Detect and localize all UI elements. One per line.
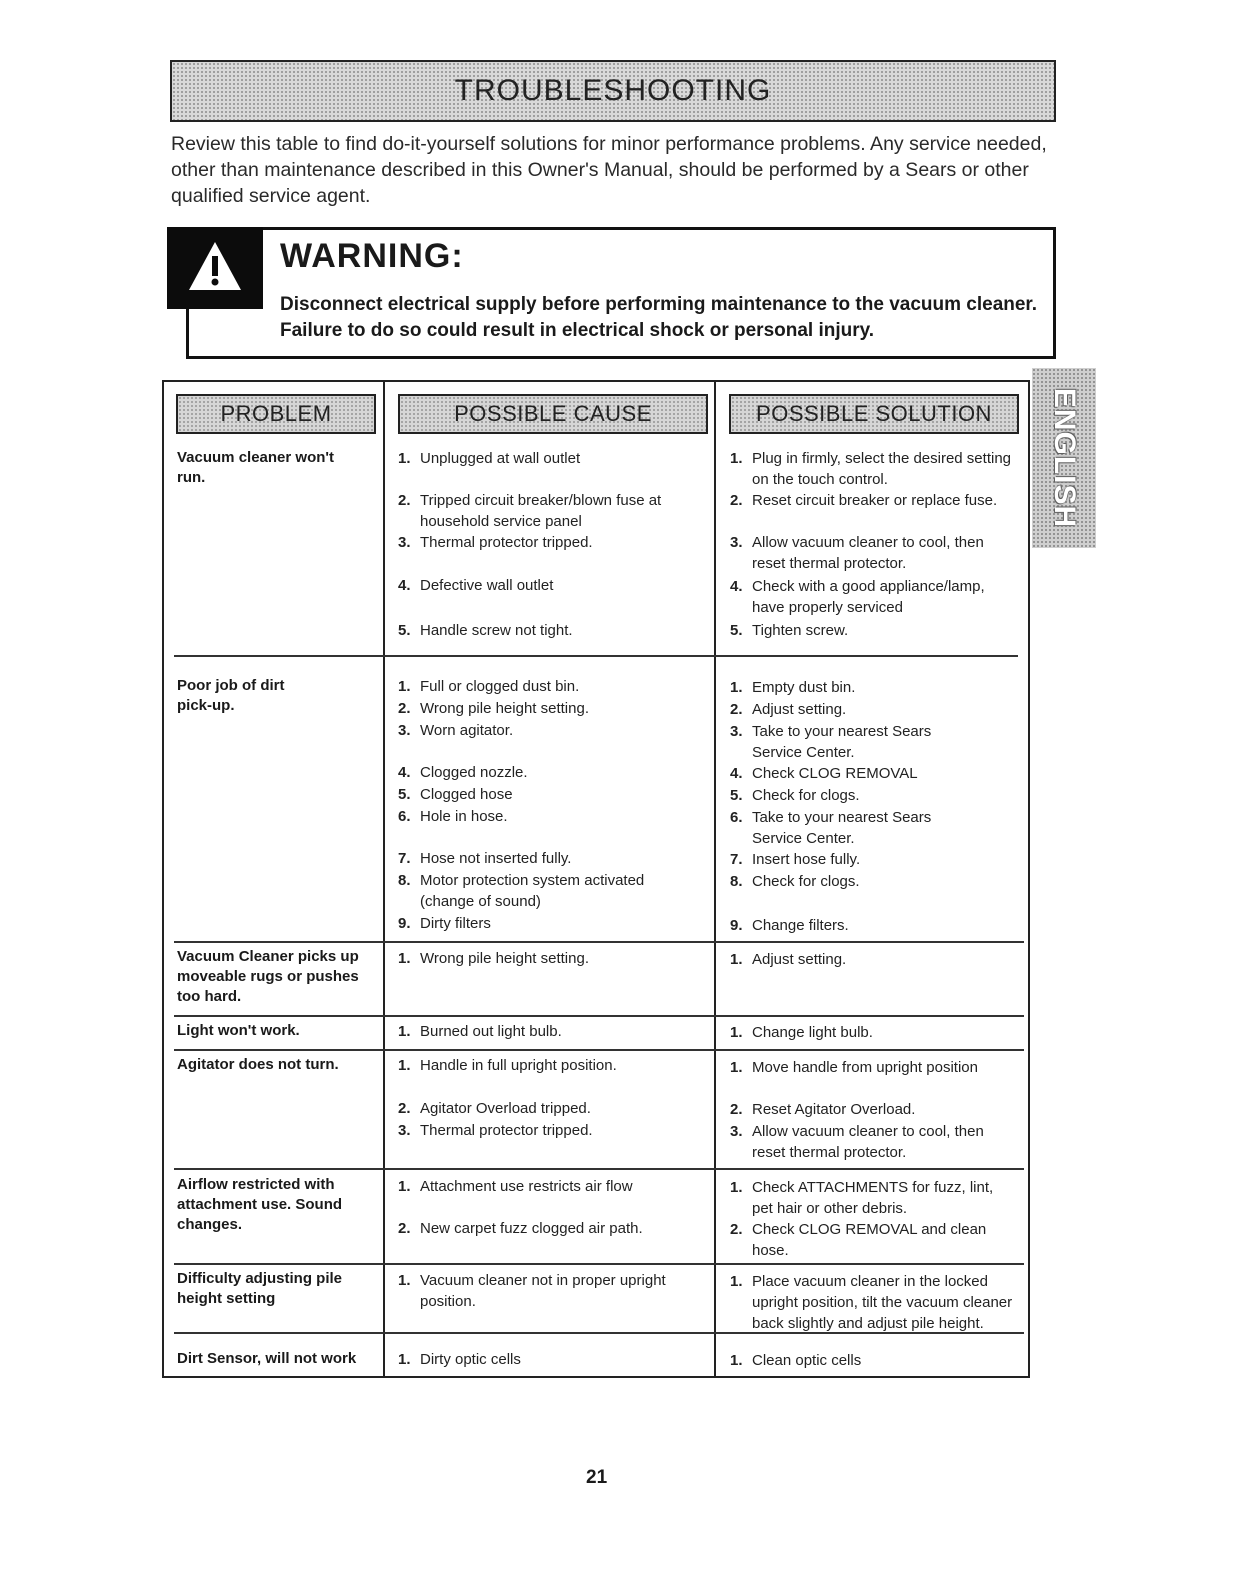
solution-item: 3. Take to your nearest Sears Service Center.: [730, 723, 932, 761]
solution-item: 2. Reset circuit breaker or replace fuse.: [730, 492, 998, 509]
problem-cell: Dirt Sensor, will not work: [177, 1350, 357, 1367]
warning-text: Disconnect electrical supply before performing maintenance to the vacuum cleaner. Failure to do so could result in electrical shock or personal injury.: [280, 294, 1038, 341]
section-title: TROUBLESHOOTING: [454, 74, 772, 107]
solution-item: 1. Move handle from upright position: [730, 1059, 978, 1076]
solution-item: 3. Allow vacuum cleaner to cool, then reset thermal protector.: [730, 534, 984, 572]
cause-item: 3. Thermal protector tripped.: [398, 534, 593, 551]
row-divider: [174, 1263, 1024, 1265]
header-problem-label: PROBLEM: [220, 401, 332, 426]
solution-item: 2. Adjust setting.: [730, 701, 847, 718]
cause-item: 5. Handle screw not tight.: [398, 622, 573, 639]
cause-item: 4. Defective wall outlet: [398, 577, 554, 594]
warning-title: WARNING:: [280, 237, 464, 275]
row-divider: [174, 1049, 1024, 1051]
header-problem: [176, 394, 376, 434]
cause-item: 1. Vacuum cleaner not in proper upright position.: [398, 1272, 666, 1310]
cause-item: 1. Unplugged at wall outlet: [398, 450, 581, 467]
problem-cell: Vacuum Cleaner picks up moveable rugs or pushes too hard.: [177, 948, 359, 1005]
header-possible-cause: [398, 394, 708, 434]
cause-item: 1. Handle in full upright position.: [398, 1057, 617, 1074]
column-divider-1: [383, 382, 385, 1377]
cause-item: 9. Dirty filters: [398, 915, 491, 932]
cause-item: 2. New carpet fuzz clogged air path.: [398, 1220, 643, 1237]
row-divider: [174, 941, 1024, 943]
row-divider: [174, 655, 1018, 657]
row-divider: [174, 1015, 1024, 1017]
solution-item: 2. Reset Agitator Overload.: [730, 1101, 916, 1118]
cause-item: 3. Worn agitator.: [398, 722, 514, 739]
cause-item: 3. Thermal protector tripped.: [398, 1122, 593, 1139]
cause-item: 6. Hole in hose.: [398, 808, 508, 825]
solution-item: 1. Check ATTACHMENTS for fuzz, lint, pet hair or other debris.: [730, 1179, 994, 1217]
cause-item: 5. Clogged hose: [398, 786, 513, 803]
header-cause-label: POSSIBLE CAUSE: [454, 401, 652, 426]
solution-item: 2. Check CLOG REMOVAL and clean hose.: [730, 1221, 987, 1259]
problem-cell: Light won't work.: [177, 1022, 300, 1039]
cause-item: 4. Clogged nozzle.: [398, 764, 528, 781]
problem-cell: Airflow restricted with attachment use. Sound changes.: [177, 1176, 343, 1233]
problem-cell: Difficulty adjusting pile height setting: [177, 1270, 343, 1307]
language-tab-label: ENGLISH: [1048, 387, 1082, 529]
problem-cell: Agitator does not turn.: [177, 1056, 339, 1073]
solution-item: 4. Check with a good appliance/lamp, have properly serviced: [730, 578, 985, 616]
header-possible-solution: [729, 394, 1019, 434]
solution-item: 1. Plug in firmly, select the desired setting on the touch control.: [730, 450, 1012, 488]
column-divider-2: [714, 382, 716, 1377]
solution-item: 1. Adjust setting.: [730, 951, 847, 968]
cause-item: 2. Tripped circuit breaker/blown fuse at household service panel: [398, 492, 662, 530]
intro-paragraph: Review this table to find do-it-yourself solutions for minor performance problems. Any service needed, other than maintenance described in this Owner's Manual, should be performed by a Sears or other qualified service agent.: [171, 133, 1047, 207]
solution-item: 7. Insert hose fully.: [730, 851, 861, 868]
solution-item: 1. Place vacuum cleaner in the locked upright position, tilt the vacuum cleaner back slightly and adjust pile height.: [730, 1273, 1013, 1332]
cause-item: 1. Attachment use restricts air flow: [398, 1178, 633, 1195]
cause-item: 1. Dirty optic cells: [398, 1351, 521, 1368]
cause-item: 2. Agitator Overload tripped.: [398, 1100, 591, 1117]
solution-item: 1. Change light bulb.: [730, 1024, 873, 1041]
solution-item: 8. Check for clogs.: [730, 873, 860, 890]
solution-item: 9. Change filters.: [730, 917, 849, 934]
solution-item: 3. Allow vacuum cleaner to cool, then reset thermal protector.: [730, 1123, 984, 1161]
solution-item: 5. Tighten screw.: [730, 622, 849, 639]
problem-cell: Poor job of dirt pick-up.: [177, 677, 285, 714]
warning-icon-block: [167, 227, 263, 309]
solution-item: 6. Take to your nearest Sears Service Center.: [730, 809, 932, 847]
cause-item: 8. Motor protection system activated (change of sound): [398, 872, 645, 910]
warning-triangle-icon: [187, 240, 243, 292]
solution-item: 1. Empty dust bin.: [730, 679, 856, 696]
page-number: 21: [586, 1467, 608, 1488]
cause-item: 1. Wrong pile height setting.: [398, 950, 589, 967]
solution-item: 5. Check for clogs.: [730, 787, 860, 804]
language-side-tab: [1032, 368, 1096, 548]
cause-item: 1. Full or clogged dust bin.: [398, 678, 580, 695]
solution-item: 1. Clean optic cells: [730, 1352, 862, 1369]
cause-item: 2. Wrong pile height setting.: [398, 700, 589, 717]
cause-item: 7. Hose not inserted fully.: [398, 850, 572, 867]
solution-item: 4. Check CLOG REMOVAL: [730, 765, 918, 782]
cause-item: 1. Burned out light bulb.: [398, 1023, 562, 1040]
problem-cell: Vacuum cleaner won't run.: [177, 449, 334, 486]
row-divider: [174, 1168, 1024, 1170]
section-title-bar: [170, 60, 1056, 122]
header-solution-label: POSSIBLE SOLUTION: [756, 401, 992, 426]
